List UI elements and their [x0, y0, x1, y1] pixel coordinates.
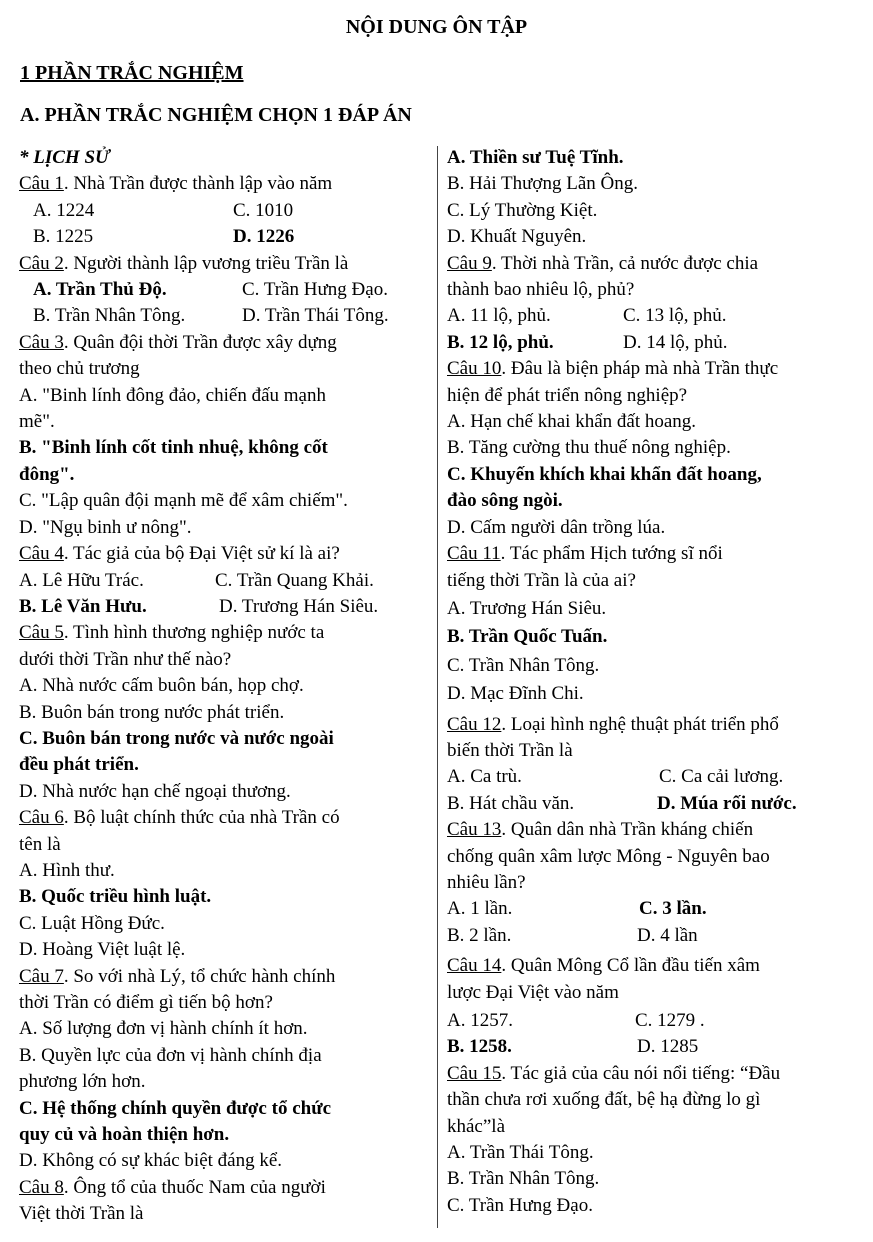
options-row	[19, 303, 431, 329]
option-b: B. 1258.	[447, 1036, 512, 1058]
question-number: Câu 2	[19, 252, 64, 274]
question-15	[447, 1061, 859, 1087]
option-d: D. Cấm người dân trồng lúa.	[447, 516, 666, 538]
question-text: . Tình hình thương nghiệp nước ta	[63, 622, 325, 644]
option-a: A. 11 lộ, phủ.	[447, 305, 551, 327]
option-a: A. Số lượng đơn vị hành chính ít hơn.	[19, 1018, 308, 1040]
options-row	[447, 896, 859, 922]
options-row	[19, 594, 431, 620]
options-row	[19, 224, 431, 250]
option-b: B. 12 lộ, phủ.	[447, 331, 554, 353]
option-c-cont: quy củ và hoàn thiện hơn.	[19, 1124, 230, 1146]
option-d: D. Trương Hán Siêu.	[219, 595, 379, 617]
option-d: D. Mạc Đĩnh Chi.	[447, 683, 584, 705]
option-c: C. Trần Hưng Đạo.	[242, 279, 388, 301]
options-row	[447, 923, 859, 949]
options-row	[19, 198, 431, 224]
options-row	[447, 330, 859, 356]
question-text-cont: tên là	[19, 833, 61, 855]
option-a: A. Nhà nước cấm buôn bán, họp chợ.	[19, 675, 304, 697]
question-number: Câu 13	[447, 819, 502, 841]
option-c: C. Hệ thống chính quyền được tổ chức	[19, 1097, 332, 1119]
option-c: C. Trần Hưng Đạo.	[447, 1194, 593, 1216]
option-d: D. Múa rối nước.	[657, 792, 797, 814]
option-c: C. 3 lần.	[639, 898, 707, 920]
left-column	[19, 145, 431, 1228]
option-b: B. Tăng cường thu thuế nông nghiệp.	[447, 437, 731, 459]
option-c: C. Luật Hồng Đức.	[19, 912, 165, 934]
option-b: B. Lê Văn Hưu.	[19, 595, 147, 617]
question-7	[19, 964, 431, 990]
question-text: . Tác giả của câu nói nổi tiếng: “Đầu	[501, 1062, 781, 1084]
question-text-cont: dưới thời Trần như thế nào?	[19, 648, 232, 670]
option-d: D. 1285	[637, 1036, 699, 1058]
option-b: B. Trần Nhân Tông.	[447, 1168, 600, 1190]
option-b-cont: phương lớn hơn.	[19, 1071, 146, 1093]
question-9	[447, 251, 859, 277]
question-text-cont: tiếng thời Trần là của ai?	[447, 569, 636, 591]
option-d: D. Hoàng Việt luật lệ.	[19, 939, 186, 961]
question-text: . Ông tổ của thuốc Nam của người	[63, 1176, 326, 1198]
question-number: Câu 9	[447, 252, 492, 274]
question-text: . Quân đội thời Trần được xây dựng	[63, 331, 337, 353]
option-b: B. 1225	[33, 226, 94, 248]
option-c-cont: đào sông ngòi.	[447, 490, 563, 512]
options-row	[447, 791, 859, 817]
question-text: . Nhà Trần được thành lập vào năm	[63, 173, 333, 195]
option-a: A. Trần Thủ Độ.	[33, 279, 167, 301]
question-text-cont: chống quân xâm lược Mông - Nguyên bao	[447, 845, 770, 867]
question-14	[447, 953, 859, 979]
question-text-cont: khác”là	[447, 1115, 506, 1137]
question-12	[447, 712, 859, 738]
options-row	[19, 568, 431, 594]
option-c-cont: đều phát triển.	[19, 754, 139, 776]
option-a: A. 1 lần.	[447, 898, 513, 920]
question-text: . Tác phẩm Hịch tướng sĩ nổi	[500, 543, 723, 565]
section-heading: A. PHẦN TRẮC NGHIỆM CHỌN 1 ĐÁP ÁN	[20, 104, 412, 126]
option-a: A. Thiền sư Tuệ Tĩnh.	[447, 147, 624, 168]
option-a: A. Trương Hán Siêu.	[447, 597, 607, 619]
question-10	[447, 356, 859, 382]
question-11	[447, 541, 859, 567]
option-d: D. "Ngụ binh ư nông".	[19, 516, 192, 538]
question-number: Câu 4	[19, 543, 64, 565]
question-text: . Quân Mông Cổ lần đầu tiến xâm	[501, 955, 760, 977]
option-d: D. Không có sự khác biệt đáng kể.	[19, 1150, 283, 1172]
option-a-cont: mẽ".	[19, 411, 55, 433]
options-row	[447, 1034, 859, 1060]
option-c: C. Trần Quang Khải.	[215, 569, 374, 591]
option-a: A. 1257.	[447, 1010, 513, 1031]
question-text: . Loại hình nghệ thuật phát triển phổ	[501, 713, 779, 735]
column-divider	[437, 146, 438, 1228]
option-a: A. Hạn chế khai khẩn đất hoang.	[447, 411, 697, 433]
option-c: C. 13 lộ, phủ.	[623, 305, 727, 327]
options-row	[447, 764, 859, 790]
question-number: Câu 1	[19, 173, 64, 195]
question-number: Câu 6	[19, 807, 64, 829]
question-text-cont: thần chưa rơi xuống đất, bệ hạ đừng lo gì	[447, 1089, 761, 1111]
question-number: Câu 10	[447, 358, 502, 380]
part-heading: 1 PHẦN TRẮC NGHIỆM	[20, 62, 244, 84]
option-c: C. "Lập quân đội mạnh mẽ để xâm chiếm".	[19, 490, 348, 512]
option-a: A. Lê Hữu Trác.	[19, 569, 144, 591]
question-13	[447, 817, 859, 843]
option-c: C. 1010	[233, 199, 294, 221]
question-text-cont: theo chủ trương	[19, 358, 140, 380]
question-text-cont: lược Đại Việt vào năm	[447, 981, 619, 1003]
question-number: Câu 15	[447, 1062, 502, 1084]
option-d: D. 14 lộ, phủ.	[623, 331, 728, 353]
option-b-cont: đông".	[19, 463, 75, 485]
option-d: D. 4 lần	[637, 924, 698, 946]
option-a: A. 1224	[33, 199, 95, 221]
right-column	[447, 145, 859, 1219]
subject-heading: * LỊCH SỬ	[19, 147, 110, 168]
option-b: B. Trần Quốc Tuấn.	[447, 626, 608, 648]
option-c: C. Trần Nhân Tông.	[447, 654, 600, 676]
option-c: C. Buôn bán trong nước và nước ngoài	[19, 727, 334, 749]
option-b: B. Hải Thượng Lãn Ông.	[447, 173, 638, 195]
option-a: A. Hình thư.	[19, 859, 115, 881]
question-8	[19, 1175, 431, 1201]
question-text-cont: thành bao nhiêu lộ, phủ?	[447, 279, 635, 301]
option-c: C. Khuyến khích khai khẩn đất hoang,	[447, 463, 762, 485]
question-text-cont: biến thời Trần là	[447, 739, 573, 761]
option-d: D. Khuất Nguyên.	[447, 226, 587, 248]
option-c: C. Ca cải lương.	[659, 766, 784, 788]
option-c: C. Lý Thường Kiệt.	[447, 199, 598, 221]
option-d: D. Trần Thái Tông.	[242, 305, 389, 327]
options-row	[19, 277, 431, 303]
option-b: B. "Binh lính cốt tinh nhuệ, không cốt	[19, 437, 328, 459]
question-text-cont: thời Trần có điểm gì tiến bộ hơn?	[19, 992, 273, 1013]
option-a: A. "Binh lính đông đảo, chiến đấu mạnh	[19, 384, 326, 406]
question-6	[19, 805, 431, 831]
question-text-cont: nhiêu lần?	[447, 871, 526, 893]
option-a: A. Ca trù.	[447, 766, 522, 788]
question-number: Câu 12	[447, 713, 502, 735]
question-number: Câu 5	[19, 622, 64, 644]
option-a: A. Trần Thái Tông.	[447, 1142, 594, 1164]
question-text: . Thời nhà Trần, cả nước được chia	[491, 252, 759, 274]
option-b: B. Trần Nhân Tông.	[33, 305, 186, 327]
question-text: . Tác giả của bộ Đại Việt sử kí là ai?	[63, 543, 340, 565]
question-number: Câu 3	[19, 331, 64, 353]
page-title: NỘI DUNG ÔN TẬP	[345, 16, 528, 38]
question-3	[19, 330, 431, 356]
option-b: B. Quyền lực của đơn vị hành chính địa	[19, 1044, 322, 1066]
options-row	[447, 1008, 859, 1034]
question-text-cont: Việt thời Trần là	[19, 1203, 144, 1225]
question-text: . So với nhà Lý, tổ chức hành chính	[63, 965, 336, 987]
question-text: . Quân dân nhà Trần kháng chiến	[501, 819, 754, 841]
option-b: B. Hát chầu văn.	[447, 792, 575, 814]
question-2	[19, 251, 431, 277]
question-text: . Đâu là biện pháp mà nhà Trần thực	[501, 358, 779, 380]
question-text: . Bộ luật chính thức của nhà Trần có	[63, 807, 340, 829]
question-number: Câu 7	[19, 965, 64, 987]
question-number: Câu 8	[19, 1176, 64, 1198]
option-b: B. Quốc triều hình luật.	[19, 886, 212, 908]
option-d: D. Nhà nước hạn chế ngoại thương.	[19, 780, 291, 802]
question-number: Câu 11	[447, 543, 501, 565]
question-number: Câu 14	[447, 955, 502, 977]
question-4	[19, 541, 431, 567]
question-text-cont: hiện để phát triển nông nghiệp?	[447, 384, 688, 406]
option-b: B. 2 lần.	[447, 924, 512, 946]
option-c: C. 1279 .	[635, 1010, 705, 1031]
options-row	[447, 303, 859, 329]
option-b: B. Buôn bán trong nước phát triển.	[19, 701, 285, 723]
question-5	[19, 620, 431, 646]
option-d: D. 1226	[233, 226, 295, 248]
question-text: . Người thành lập vương triều Trần là	[63, 252, 349, 274]
question-1	[19, 171, 431, 197]
